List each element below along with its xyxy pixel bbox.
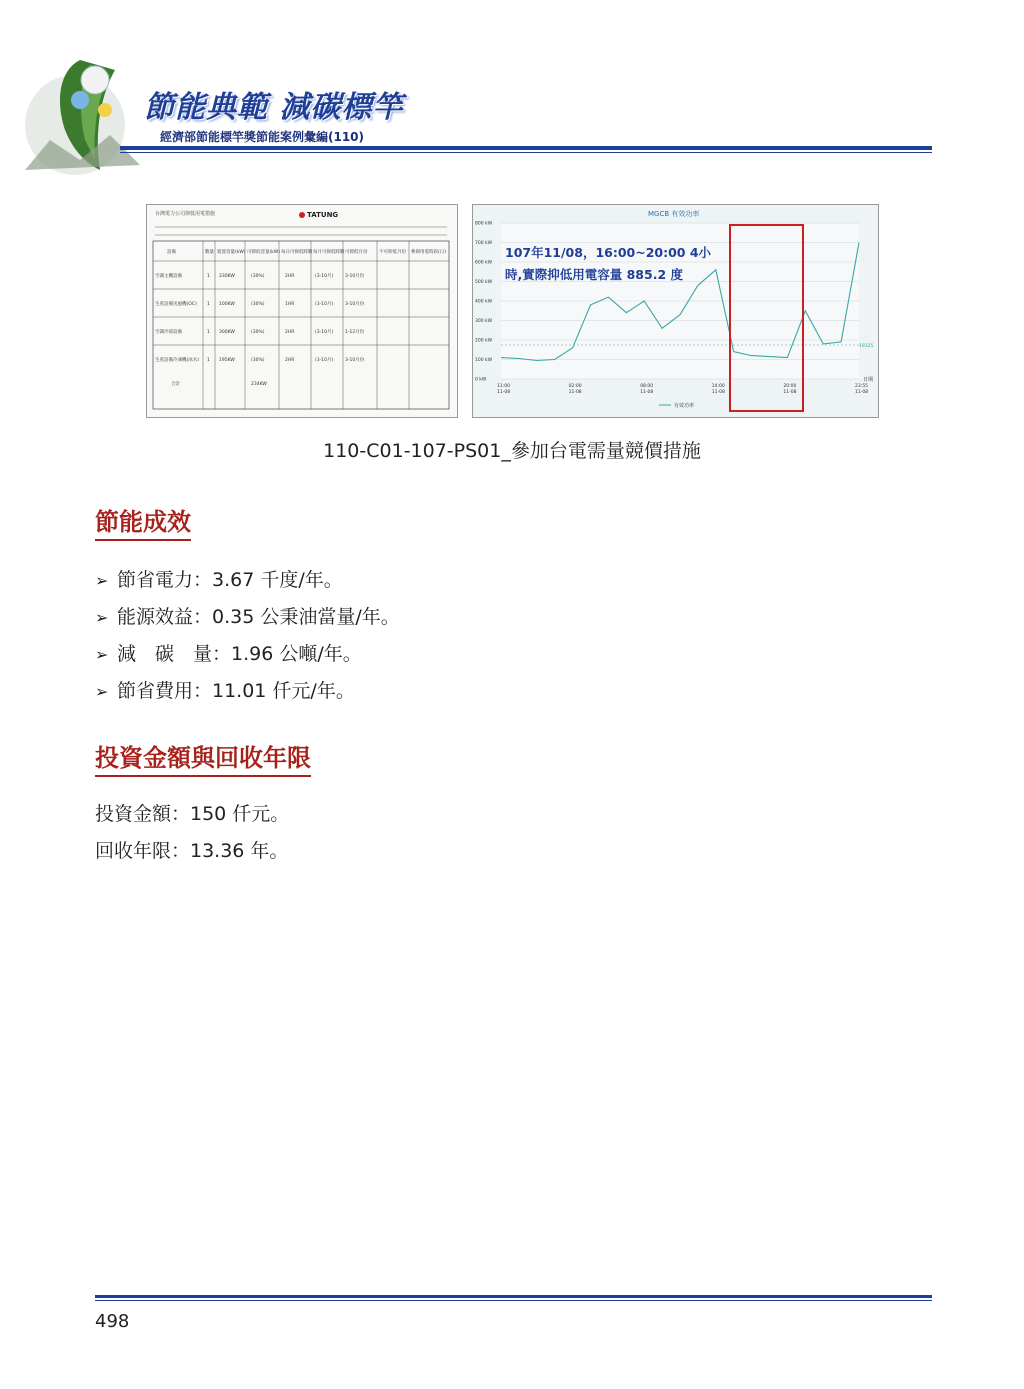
legend-label: 有效功率 xyxy=(674,403,695,409)
arrow-bullet-icon: ➢ xyxy=(95,682,109,701)
form-total-label: 合計 xyxy=(171,382,180,387)
figure-form-scan xyxy=(146,204,458,418)
form-r0-c0: 空調主機設備 xyxy=(155,274,182,279)
form-r0-c6: 3-10月份 xyxy=(345,274,365,279)
list-item: ➢ 能源效益：0.35 公秉油當量/年。 xyxy=(95,599,400,636)
form-col-4: 每日可抑低時數 xyxy=(281,250,313,255)
arrow-bullet-icon: ➢ xyxy=(95,571,109,590)
x-tick-label: 02:00 xyxy=(568,384,582,389)
x-tick-label: 11-08 xyxy=(497,390,511,395)
figure-power-chart xyxy=(472,204,879,418)
form-r2-c0: 空調冷卻設備 xyxy=(155,330,182,335)
form-r1-c0: 生產設備送風機(OC) xyxy=(155,302,197,307)
chart-annotation-line1: 107年11/08，16:00~20:00 4小 xyxy=(505,245,712,260)
form-col-5: 每月可抑低時數 xyxy=(313,250,345,255)
form-r2-c2: 300KW xyxy=(219,330,235,335)
x-tick-label: 20:00 xyxy=(783,384,797,389)
x-tick-label: 14:00 xyxy=(711,384,725,389)
chart-annotation-line2: 時,實際抑低用電容量 885.2 度 xyxy=(505,267,683,282)
header-rule-thin xyxy=(120,152,932,153)
payback-period: 回收年限：13.36 年。 xyxy=(95,840,289,862)
section-title-energy-savings: 節能成效 xyxy=(95,502,191,541)
form-r2-c3: (30%) xyxy=(251,330,265,335)
x-tick-label: 11-08 xyxy=(568,390,582,395)
form-r0-c3: (30%) xyxy=(251,274,265,279)
form-col-2: 裝置容量(kW) xyxy=(217,250,246,255)
form-r3-c5: (3-10月) xyxy=(315,358,334,363)
figure-caption: 110-C01-107-PS01_參加台電需量競價措施 xyxy=(323,440,701,462)
form-r3-c1: 1 xyxy=(207,358,210,363)
form-total-value: 234KW xyxy=(251,382,267,387)
form-r1-c1: 1 xyxy=(207,302,210,307)
y-tick-label: 600 kW xyxy=(475,260,493,266)
form-r0-c1: 1 xyxy=(207,274,210,279)
form-r1-c6: 3-10月份 xyxy=(345,302,365,307)
arrow-bullet-icon: ➢ xyxy=(95,645,109,664)
x-tick-label: 23:55 xyxy=(855,384,868,389)
x-tick-label: 11-08 xyxy=(640,390,654,395)
reference-label: 19325 xyxy=(859,344,874,349)
form-brand: TATUNG xyxy=(307,211,339,219)
header-rule xyxy=(120,146,932,150)
form-r1-c5: (3-10月) xyxy=(315,302,334,307)
form-r1-c2: 100KW xyxy=(219,302,235,307)
chart-axis-unit: 日期 xyxy=(863,377,874,383)
y-tick-label: 300 kW xyxy=(475,319,493,324)
x-tick-label: 11-08 xyxy=(855,390,869,395)
form-col-0: 設備 xyxy=(167,250,176,255)
form-r2-c6: 1-12月份 xyxy=(345,330,365,335)
form-r3-c3: (30%) xyxy=(251,358,265,363)
x-tick-label: 08:00 xyxy=(640,384,654,389)
y-tick-label: 100 kW xyxy=(475,358,493,363)
form-r2-c5: (3-10月) xyxy=(315,330,334,335)
form-header-text: 台灣電力公司抑低用電措施 xyxy=(155,211,216,217)
y-tick-label: 500 kW xyxy=(475,280,493,285)
form-r3-c0: 生產設備冷凍機(冰水) xyxy=(155,358,200,363)
investment-block xyxy=(95,796,289,870)
savings-list xyxy=(95,562,400,710)
form-col-1: 數量 xyxy=(205,250,214,255)
form-r3-c6: 3-10月份 xyxy=(345,358,365,363)
form-r0-c4: 2HR xyxy=(285,274,295,279)
form-col-7: 不可抑低月份 xyxy=(379,250,406,255)
x-tick-label: 11:00 xyxy=(497,384,510,389)
form-r1-c3: (30%) xyxy=(251,302,265,307)
form-r2-c1: 1 xyxy=(207,330,210,335)
form-col-3: 可抑低容量(kW) xyxy=(247,250,281,255)
form-r0-c5: (3-10月) xyxy=(315,274,334,279)
list-item: ➢ 減 碳 量：1.96 公噸/年。 xyxy=(95,636,400,673)
y-tick-label: 800 kW xyxy=(475,221,493,227)
chart-title: MGCB 有效功率 xyxy=(648,210,700,218)
y-tick-label: 400 kW xyxy=(475,299,493,305)
x-tick-label: 11-08 xyxy=(711,390,725,395)
section-title-investment: 投資金額與回收年限 xyxy=(95,738,311,777)
header-title: 節能典範 減碳標竿 xyxy=(144,90,404,125)
x-tick-label: 11-08 xyxy=(783,390,797,395)
form-r3-c2: 195KW xyxy=(219,358,235,363)
footer-rule xyxy=(95,1295,932,1298)
form-col-8: 參與用電時段(日) xyxy=(411,250,447,255)
arrow-bullet-icon: ➢ xyxy=(95,608,109,627)
form-r2-c4: 2HR xyxy=(285,330,295,335)
form-r1-c4: 1HR xyxy=(285,302,295,307)
y-tick-label: 200 kW xyxy=(475,338,493,344)
y-tick-label: 700 kW xyxy=(475,241,493,246)
y-tick-label: 0 kW xyxy=(475,377,487,383)
form-col-6: 可抑低月份 xyxy=(345,250,368,255)
footer-rule-thin xyxy=(95,1300,932,1301)
form-r3-c4: 2HR xyxy=(285,358,295,363)
list-item: ➢ 節省電力：3.67 千度/年。 xyxy=(95,562,400,599)
page-number: 498 xyxy=(95,1311,130,1332)
investment-amount: 投資金額：150 仟元。 xyxy=(95,803,290,825)
header-subtitle: 經濟部節能標竿獎節能案例彙編(110) xyxy=(160,130,365,144)
form-r0-c2: 230KW xyxy=(219,274,235,279)
list-item: ➢ 節省費用：11.01 仟元/年。 xyxy=(95,673,400,710)
